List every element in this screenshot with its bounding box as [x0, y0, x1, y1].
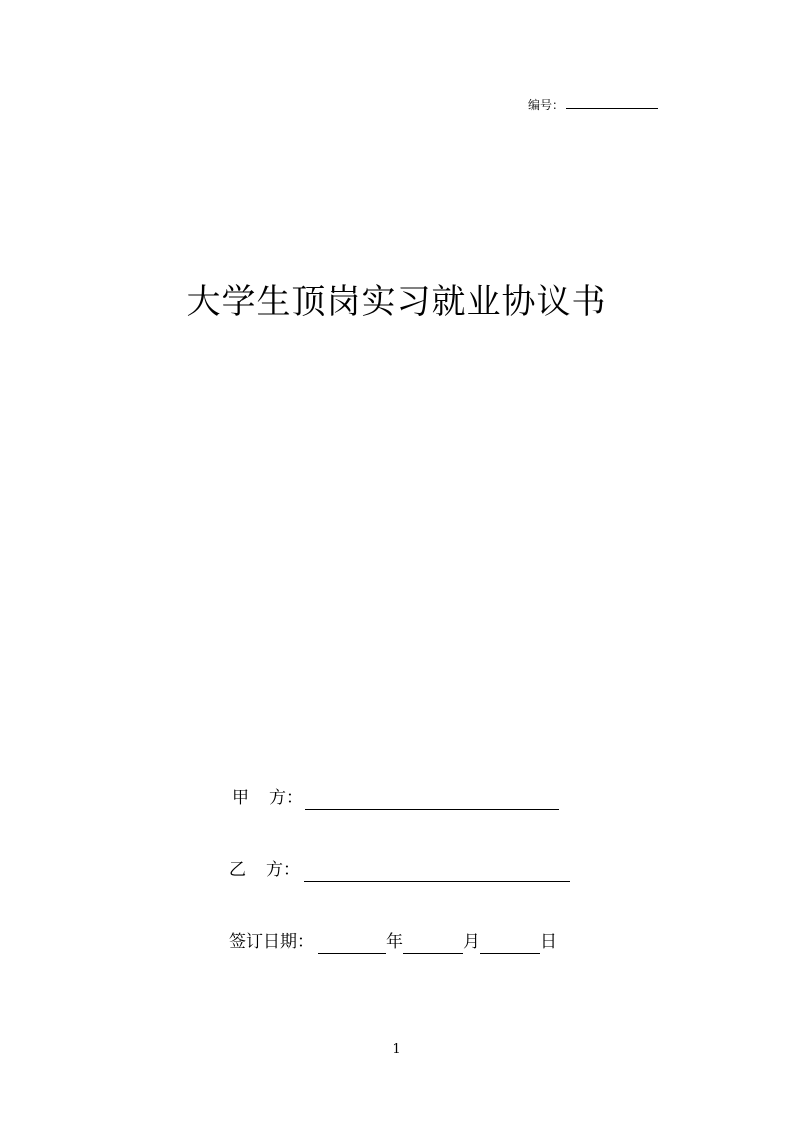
party-a-blank[interactable] [305, 791, 559, 810]
party-a-field [232, 786, 559, 810]
document-number-blank[interactable] [566, 96, 658, 109]
document-number-label: 编号： [528, 98, 565, 112]
party-b-blank[interactable] [304, 863, 570, 882]
party-b-label-second: 方： [266, 860, 300, 880]
party-b-label-first: 乙 [229, 860, 246, 880]
month-label: 月 [463, 932, 480, 952]
sign-day-blank[interactable] [480, 935, 540, 954]
party-b-field [229, 858, 570, 882]
day-label: 日 [540, 932, 557, 952]
party-a-label-second: 方： [269, 788, 303, 808]
page-title: 大学生顶岗实习就业协议书 [186, 282, 607, 322]
year-label: 年 [386, 932, 403, 952]
sign-year-blank[interactable] [318, 935, 386, 954]
document-number [528, 96, 658, 113]
party-a-label-first: 甲 [232, 788, 249, 808]
sign-date-field [229, 930, 557, 954]
sign-month-blank[interactable] [403, 935, 463, 954]
sign-date-label: 签订日期： [229, 932, 314, 952]
page-number: 1 [392, 1042, 401, 1057]
